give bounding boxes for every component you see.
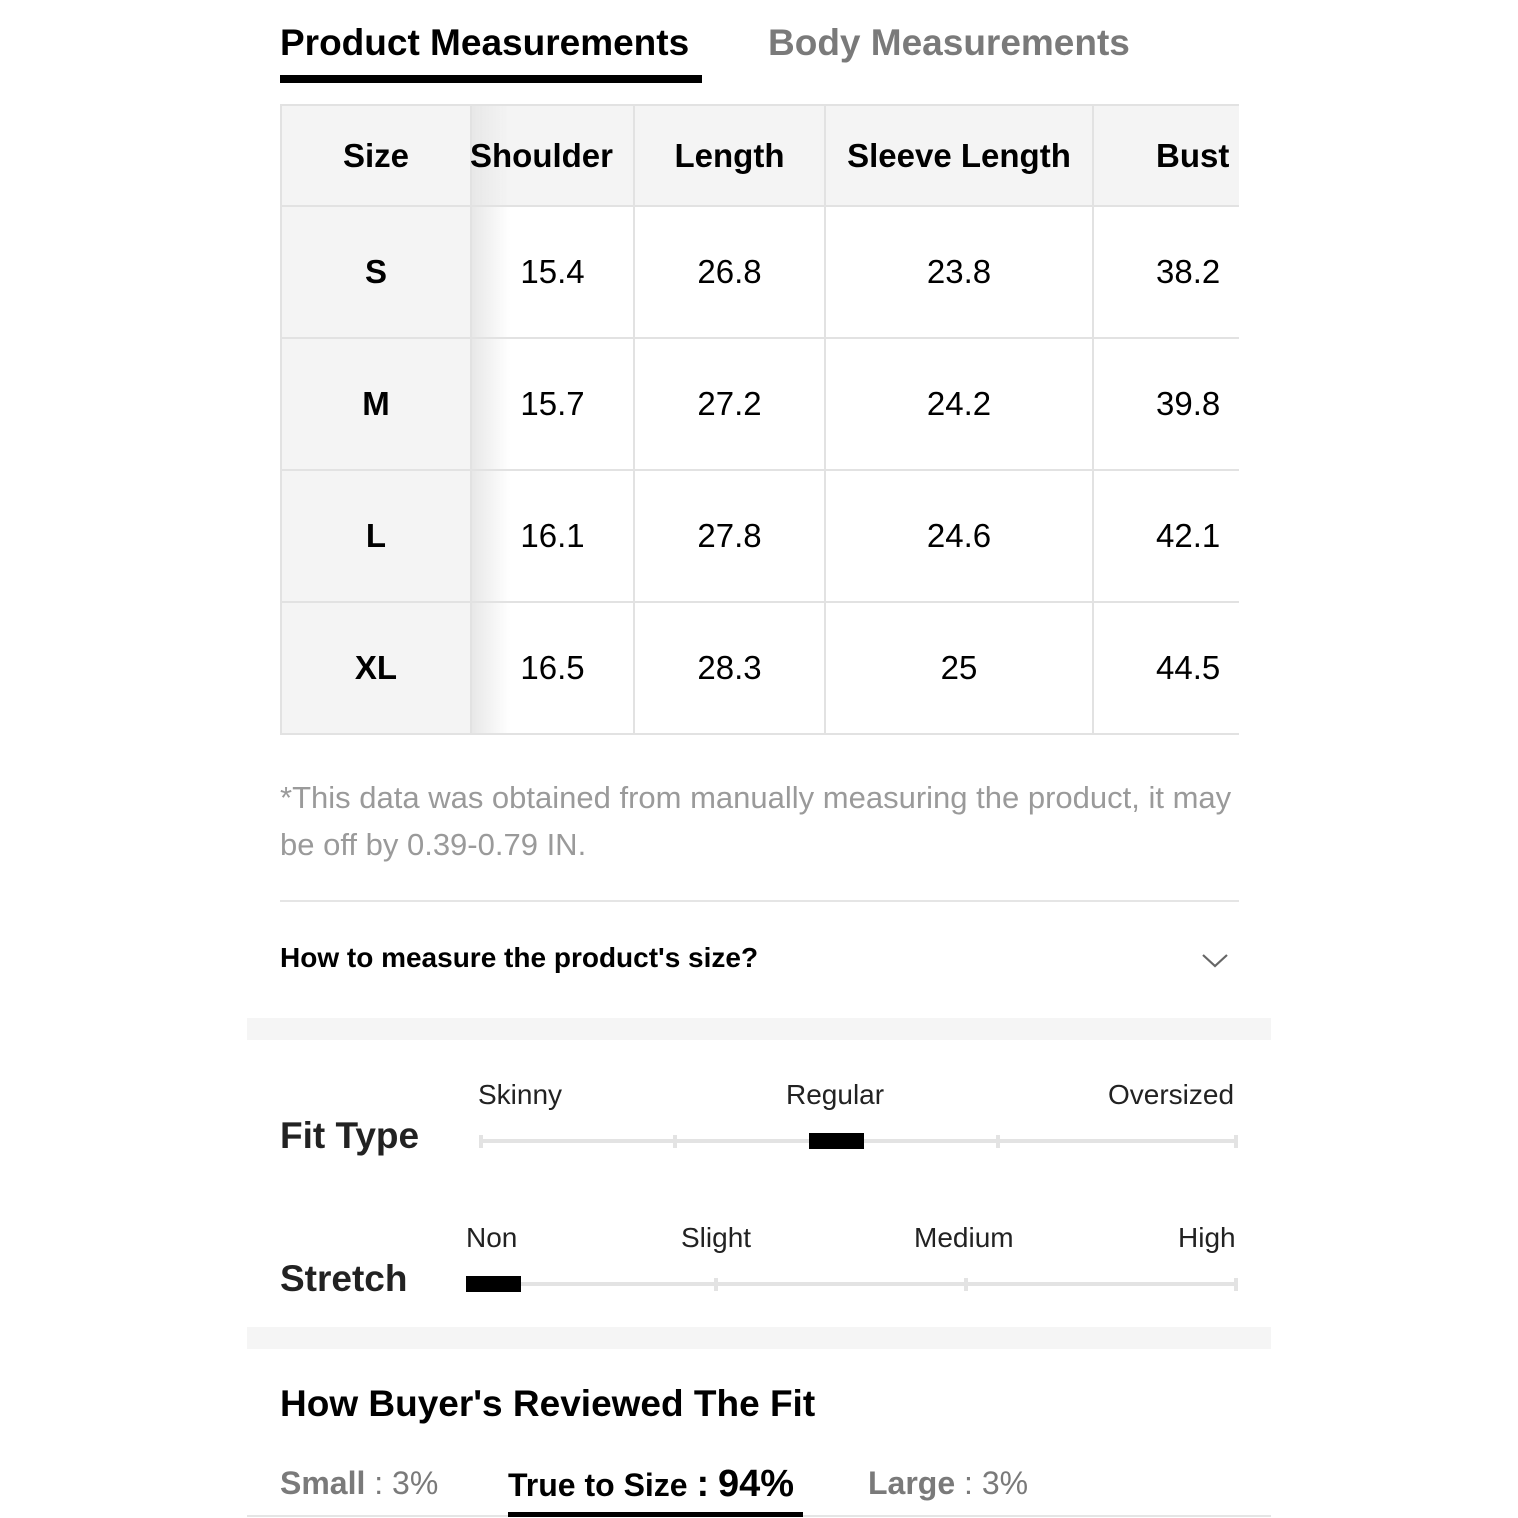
review-true-percent: 94% [718, 1463, 795, 1505]
fit-type-selected-marker [809, 1133, 864, 1149]
size-table [280, 104, 1239, 735]
fit-label-skinny: Skinny [478, 1079, 563, 1110]
fit-scale-tick [673, 1135, 677, 1148]
shoulder-cell: 16.5 [471, 602, 634, 734]
sleeve-length-cell: 24.6 [825, 470, 1093, 602]
size-cell: XL [281, 602, 471, 734]
stretch-scale-tick [714, 1278, 718, 1291]
section-separator-band [247, 1327, 1271, 1349]
fit-label-regular: Regular [786, 1079, 885, 1110]
column-header-size: Size [281, 105, 471, 206]
stretch-label-slight: Slight [681, 1222, 752, 1253]
stretch-label-non: Non [466, 1222, 518, 1253]
bust-cell: 38.2 [1093, 206, 1239, 338]
length-cell: 28.3 [634, 602, 825, 734]
review-small-percent: 3% [392, 1465, 439, 1501]
stretch-scale-track [466, 1282, 1238, 1286]
length-cell: 27.2 [634, 338, 825, 470]
tab-product-measurements[interactable]: Product Measurements [280, 22, 690, 63]
measurement-disclaimer: *This data was obtained from manually measuring the product, it may be off by 0.39-0.79 IN. [280, 780, 1232, 862]
review-small-label: Small [280, 1465, 366, 1501]
tab-body-measurements[interactable]: Body Measurements [768, 22, 1130, 63]
chevron-down-icon[interactable] [1200, 948, 1230, 972]
table-row [281, 206, 1239, 338]
bust-cell: 42.1 [1093, 470, 1239, 602]
bust-cell: 44.5 [1093, 602, 1239, 734]
column-header-sleeve-length: Sleeve Length [825, 105, 1093, 206]
bust-cell: 39.8 [1093, 338, 1239, 470]
length-cell: 27.8 [634, 470, 825, 602]
stretch-scale-tick [1234, 1278, 1238, 1291]
review-separator: : [964, 1465, 973, 1501]
review-small[interactable] [280, 1465, 438, 1502]
column-header-shoulder-label: Shoulder [470, 136, 614, 174]
table-row [281, 338, 1239, 470]
review-true-to-size[interactable] [508, 1463, 794, 1506]
shoulder-cell: 16.1 [471, 470, 634, 602]
length-cell: 26.8 [634, 206, 825, 338]
fit-type-title: Fit Type [280, 1115, 420, 1156]
size-cell: M [281, 338, 471, 470]
fit-scale-tick [1234, 1135, 1238, 1148]
review-true-label: True to Size [508, 1467, 688, 1503]
stretch-label-medium: Medium [914, 1222, 1014, 1253]
size-table-container[interactable] [280, 104, 1239, 738]
section-divider [280, 900, 1239, 902]
sleeve-length-cell: 23.8 [825, 206, 1093, 338]
size-cell: L [281, 470, 471, 602]
table-row [281, 602, 1239, 734]
active-tab-indicator [280, 75, 702, 83]
sleeve-length-cell: 24.2 [825, 338, 1093, 470]
review-separator: : [374, 1465, 384, 1501]
column-header-shoulder [471, 105, 634, 206]
sleeve-length-cell: 25 [825, 602, 1093, 734]
column-header-bust: Bust [1093, 105, 1239, 206]
review-large-label: Large [868, 1465, 956, 1501]
shoulder-cell: 15.7 [471, 338, 634, 470]
stretch-scale-tick [964, 1278, 968, 1291]
size-cell: S [281, 206, 471, 338]
review-separator: : [696, 1463, 710, 1505]
review-large-percent: 3% [981, 1465, 1029, 1501]
review-large[interactable] [868, 1465, 1028, 1502]
table-header-row [281, 105, 1239, 206]
fit-scale-tick [479, 1135, 483, 1148]
shoulder-cell: 15.4 [471, 206, 634, 338]
fit-label-oversized: Oversized [1108, 1079, 1235, 1110]
section-separator-band [247, 1018, 1271, 1040]
fit-scale-tick [996, 1135, 1000, 1148]
stretch-label-high: High [1178, 1222, 1236, 1253]
column-header-length: Length [634, 105, 825, 206]
how-to-measure-toggle[interactable]: How to measure the product's size? [280, 942, 759, 973]
table-row [281, 470, 1239, 602]
stretch-title: Stretch [280, 1258, 408, 1299]
stretch-selected-marker [466, 1276, 521, 1292]
review-active-indicator [508, 1512, 803, 1517]
fit-review-title: How Buyer's Reviewed The Fit [280, 1383, 816, 1424]
